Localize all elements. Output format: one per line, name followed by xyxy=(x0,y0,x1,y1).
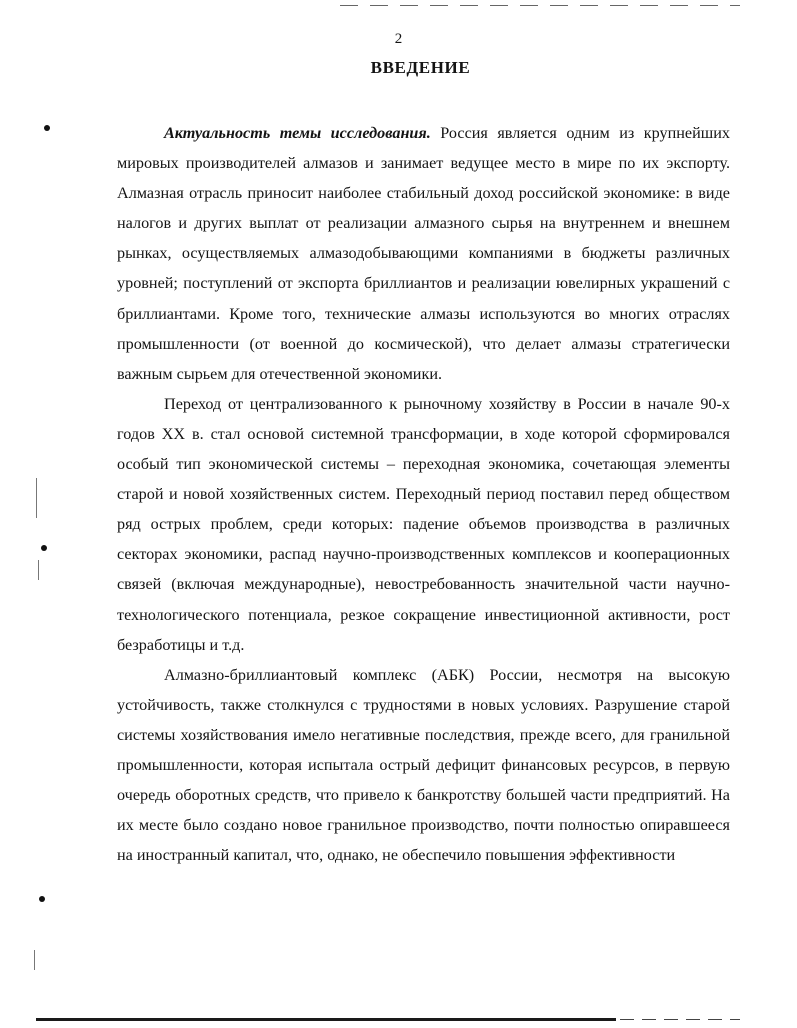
margin-bullet-mark xyxy=(41,545,47,551)
margin-bullet-mark xyxy=(44,125,50,131)
lead-phrase: Актуальность темы исследования. xyxy=(164,124,431,142)
scan-bottom-edge xyxy=(36,1018,616,1021)
paragraph-text: Россия является одним из крупнейших мировых производителей алмазов и занимает ведущее место в мире по их экспорту. Алмазная отрасль приносит наиболее стабильный доход российской экономике: в виде налогов и других выплат от реализации алмазного сырья на внутреннем и внешнем рынках, осуществляемых алмазодобывающими компаниями в бюджеты различных уровней; поступлений от экспорта бриллиантов и реализации ювелирных украшений с бриллиантами. Кроме того, технические алмазы используются во многих отраслях промышленности (от военной до космической), что делает алмазы стратегически важным сырьем для отечественной экономики. xyxy=(117,124,730,383)
body-text xyxy=(117,118,730,870)
page-number: 2 xyxy=(394,31,403,47)
page-title: ВВЕДЕНИЕ xyxy=(370,58,471,77)
scan-mark-top xyxy=(340,5,740,6)
margin-bullet-mark xyxy=(39,896,45,902)
margin-tick-mark xyxy=(36,478,37,518)
paragraph xyxy=(117,118,730,389)
paragraph: Алмазно-бриллиантовый комплекс (АБК) России, несмотря на высокую устойчивость, также столкнулся с трудностями в новых условиях. Разрушение старой системы хозяйствования имело негативные последствия, прежде всего, для гранильной промышленности, которая испытала острый дефицит финансовых ресурсов, в первую очередь оборотных средств, что привело к банкротству большей части предприятий. На их месте было создано новое гранильное производство, почти полностью опиравшееся на иностранный капитал, что, однако, не обеспечило повышения эффективности xyxy=(117,665,730,865)
paragraph: Переход от централизованного к рыночному хозяйству в России в начале 90-х годов XX в. стал основой системной трансформации, в ходе которой сформировался особый тип экономической системы – переходная экономика, сочетающая элементы старой и новой хозяйственных систем. Переходный период поставил перед обществом ряд острых проблем, среди которых: падение объемов производства в различных секторах экономики, распад научно-производственных комплексов и кооперационных связей (включая международные), невостребованность значительной части научно-технологического потенциала, резкое сокращение инвестиционной активности, рост безработицы и т.д. xyxy=(117,394,730,654)
scan-bottom-dash xyxy=(620,1019,740,1020)
margin-tick-mark xyxy=(34,950,35,970)
margin-tick-mark xyxy=(38,560,39,580)
